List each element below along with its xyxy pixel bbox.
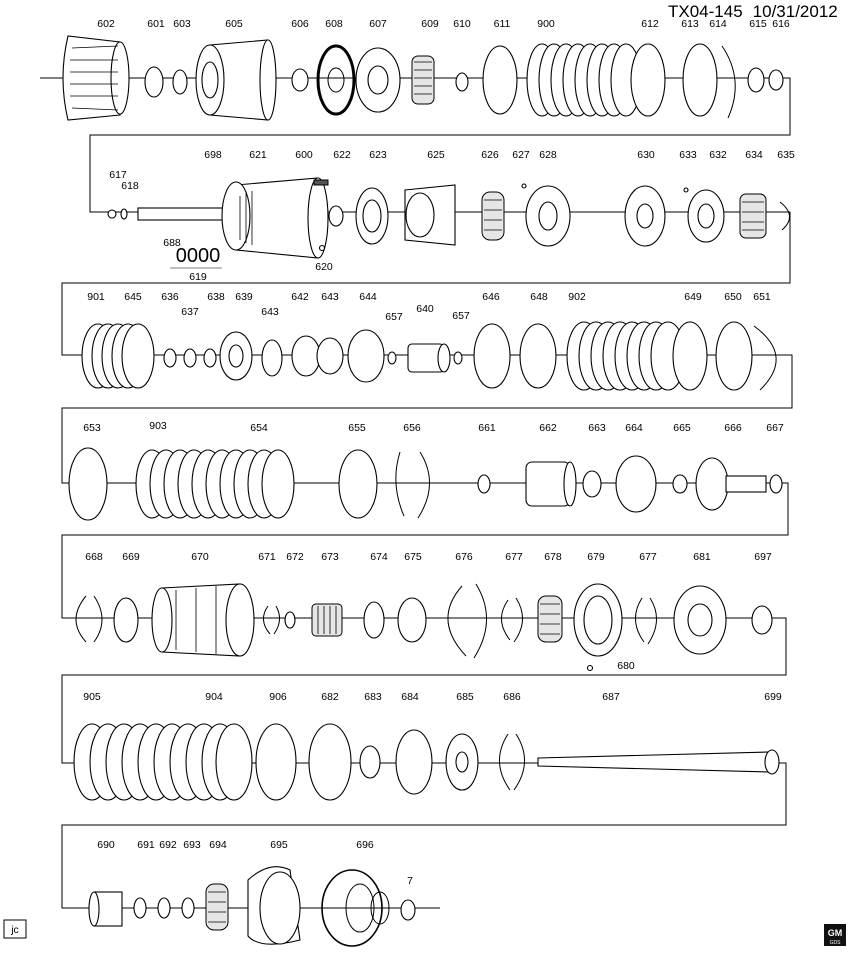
part-901-clutch-pack xyxy=(82,324,154,388)
part-680-clip xyxy=(588,666,593,671)
callout-681: 681 xyxy=(693,551,711,563)
part-602-drum xyxy=(63,36,129,120)
callout-650: 650 xyxy=(724,291,742,303)
part-634-bearing xyxy=(740,194,766,238)
callout-677: 677 xyxy=(639,551,657,563)
callout-900: 900 xyxy=(537,18,555,30)
part-620-plug xyxy=(320,246,325,251)
gm-logo-subtext: GDS xyxy=(829,940,841,946)
callout-657: 657 xyxy=(385,311,403,323)
part-667-bushing xyxy=(770,475,782,493)
part-7-washer xyxy=(401,900,415,920)
callout-646: 646 xyxy=(482,291,500,303)
callout-609: 609 xyxy=(421,18,439,30)
callout-657: 657 xyxy=(452,310,470,322)
callout-679: 679 xyxy=(587,551,605,563)
part-690-sleeve xyxy=(89,892,122,926)
part-613-plate xyxy=(683,44,717,116)
callout-648: 648 xyxy=(530,291,548,303)
row-5-parts xyxy=(76,584,772,671)
part-685-hub xyxy=(446,734,478,790)
part-679-gear xyxy=(574,584,622,656)
callout-627: 627 xyxy=(512,149,530,161)
callout-606: 606 xyxy=(291,18,309,30)
callout-610: 610 xyxy=(453,18,471,30)
part-636-washer xyxy=(164,349,176,367)
corner-tag: jc xyxy=(11,924,19,936)
callout-672: 672 xyxy=(286,551,304,563)
callout-904: 904 xyxy=(205,691,223,703)
part-643b-ring xyxy=(317,338,343,374)
callout-608: 608 xyxy=(325,18,343,30)
part-682-plate xyxy=(309,724,351,800)
part-601-ring xyxy=(145,67,163,97)
part-628-gear xyxy=(526,186,570,246)
part-614-snap-ring xyxy=(722,46,735,118)
callout-699: 699 xyxy=(764,691,782,703)
callout-630: 630 xyxy=(637,149,655,161)
part-640-sun-gear xyxy=(408,344,450,372)
part-644-gear xyxy=(348,330,384,382)
part-672-washer xyxy=(285,612,295,628)
callout-687: 687 xyxy=(602,691,620,703)
part-610-ring xyxy=(456,73,468,91)
part-691-ring xyxy=(134,898,146,918)
part-661-ring xyxy=(478,475,490,493)
part-612-plate xyxy=(631,44,665,116)
callout-636: 636 xyxy=(161,291,179,303)
callout-601: 601 xyxy=(147,18,165,30)
part-618-ring xyxy=(121,209,127,219)
callout-638: 638 xyxy=(207,291,225,303)
callout-613: 613 xyxy=(681,18,699,30)
part-695-piston xyxy=(248,867,300,945)
part-653-plate xyxy=(69,448,107,520)
part-611-plate xyxy=(483,46,517,114)
part-655-plate xyxy=(339,450,377,518)
callout-645: 645 xyxy=(124,291,142,303)
callout-621: 621 xyxy=(249,149,267,161)
part-637-ring xyxy=(184,349,196,367)
callout-611: 611 xyxy=(493,18,511,30)
part-677-snap-ring xyxy=(501,598,522,642)
part-615-washer xyxy=(748,68,764,92)
part-606-bushing xyxy=(292,69,308,91)
gm-logo-text: GM xyxy=(827,928,843,938)
part-686-snap-ring xyxy=(499,734,524,790)
row-4-parts xyxy=(69,448,782,520)
part-609-bearing xyxy=(412,56,434,104)
header-doc-id: TX04-145 10/31/2012 xyxy=(668,2,838,21)
part-622-ring xyxy=(329,206,343,226)
callout-676: 676 xyxy=(455,551,473,563)
part-662-carrier xyxy=(526,462,576,506)
part-678-bearing xyxy=(538,596,562,642)
callout-640: 640 xyxy=(416,303,434,315)
part-605-housing xyxy=(196,40,276,120)
callout-662: 662 xyxy=(539,422,557,434)
part-684-gear xyxy=(396,730,432,794)
part-657-washer xyxy=(388,352,396,364)
callout-666: 666 xyxy=(724,422,742,434)
callout-617: 617 xyxy=(109,169,127,181)
part-627-pin xyxy=(522,184,526,188)
part-607-piston xyxy=(356,48,400,112)
callout-643: 643 xyxy=(321,291,339,303)
part-600-pin xyxy=(314,180,328,185)
part-646-plate xyxy=(474,324,510,388)
callout-691: 691 xyxy=(137,839,155,851)
part-643-ring xyxy=(262,340,282,376)
part-663-washer xyxy=(583,471,601,497)
callout-642: 642 xyxy=(291,291,309,303)
callout-622: 622 xyxy=(333,149,351,161)
part-632-hub xyxy=(688,190,724,242)
callout-643: 643 xyxy=(261,306,279,318)
part-648-plate xyxy=(520,324,556,388)
callout-669: 669 xyxy=(122,551,140,563)
part-900-clutch-pack xyxy=(527,44,641,116)
callout-633: 633 xyxy=(679,149,697,161)
part-657b-washer xyxy=(454,352,462,364)
part-665-washer xyxy=(673,475,687,493)
callout-612: 612 xyxy=(641,18,659,30)
part-906-plate xyxy=(256,724,296,800)
callout-637: 637 xyxy=(181,306,199,318)
part-673-sprag xyxy=(312,604,342,636)
part-649-plate xyxy=(673,322,707,390)
part-635-snap-ring xyxy=(780,202,790,230)
callout-655: 655 xyxy=(348,422,366,434)
part-623-seal xyxy=(356,188,388,244)
callout-618: 618 xyxy=(121,180,139,192)
callout-686: 686 xyxy=(503,691,521,703)
part-677b-snap-ring xyxy=(635,598,656,644)
callout-906: 906 xyxy=(269,691,287,703)
callout-677: 677 xyxy=(505,551,523,563)
group-label-0000: 0000 xyxy=(175,245,221,267)
callout-697: 697 xyxy=(754,551,772,563)
part-668-snap-ring xyxy=(76,596,102,642)
callout-616: 616 xyxy=(772,18,790,30)
callout-683: 683 xyxy=(364,691,382,703)
callout-671: 671 xyxy=(258,551,276,563)
callout-654: 654 xyxy=(250,422,268,434)
callout-905: 905 xyxy=(83,691,101,703)
part-626-bearing xyxy=(482,192,504,240)
callout-614: 614 xyxy=(709,18,727,30)
callout-665: 665 xyxy=(673,422,691,434)
callout-628: 628 xyxy=(539,149,557,161)
part-616-washer xyxy=(769,70,783,90)
callout-663: 663 xyxy=(588,422,606,434)
part-905-904-clutch-pack xyxy=(74,724,252,800)
callout-690: 690 xyxy=(97,839,115,851)
callout-668: 668 xyxy=(85,551,103,563)
part-692-ring xyxy=(158,898,170,918)
callout-902: 902 xyxy=(568,291,586,303)
part-664-gear xyxy=(616,456,656,512)
part-650-plate xyxy=(716,322,752,390)
part-694-bearing xyxy=(206,884,228,930)
callout-680: 680 xyxy=(617,660,635,672)
part-902-clutch-pack xyxy=(567,322,685,390)
callout-693: 693 xyxy=(183,839,201,851)
part-630-hub xyxy=(625,186,665,246)
part-697-washer xyxy=(752,606,772,634)
part-603-ring xyxy=(173,70,187,94)
part-617-ball xyxy=(108,210,116,218)
callout-674: 674 xyxy=(370,551,388,563)
part-676-snap-ring xyxy=(448,584,487,658)
callout-682: 682 xyxy=(321,691,339,703)
callout-649: 649 xyxy=(684,291,702,303)
part-651-snap-ring xyxy=(754,326,776,390)
part-656-snap-ring xyxy=(396,452,430,518)
gm-brand-logo xyxy=(824,924,846,946)
part-669-ring xyxy=(114,598,138,642)
part-625-hub xyxy=(405,185,455,245)
part-642-bearing xyxy=(292,336,320,376)
callout-635: 635 xyxy=(777,149,795,161)
part-674-ring xyxy=(364,602,384,638)
callout-694: 694 xyxy=(209,839,227,851)
callout-625: 625 xyxy=(427,149,445,161)
callout-623: 623 xyxy=(369,149,387,161)
callout-673: 673 xyxy=(321,551,339,563)
part-671-snap-ring xyxy=(263,606,279,634)
row-3-parts xyxy=(82,322,776,390)
part-681-carrier xyxy=(674,586,726,654)
callout-615: 615 xyxy=(749,18,767,30)
callout-661: 661 xyxy=(478,422,496,434)
callout-667: 667 xyxy=(766,422,784,434)
callout-695: 695 xyxy=(270,839,288,851)
callout-632: 632 xyxy=(709,149,727,161)
callout-685: 685 xyxy=(456,691,474,703)
callout-619: 619 xyxy=(189,271,207,283)
callout-684: 684 xyxy=(401,691,419,703)
part-683-washer xyxy=(360,746,380,778)
part-608-snap-rings xyxy=(318,46,354,114)
callout-600: 600 xyxy=(295,149,313,161)
callout-651: 651 xyxy=(753,291,771,303)
callout-653: 653 xyxy=(83,422,101,434)
callout-692: 692 xyxy=(159,839,177,851)
callout-620: 620 xyxy=(315,261,333,273)
callout-602: 602 xyxy=(97,18,115,30)
callout-634: 634 xyxy=(745,149,763,161)
part-687-shaft xyxy=(538,752,770,772)
part-633-pin xyxy=(684,188,688,192)
callout-696: 696 xyxy=(356,839,374,851)
row-7-parts xyxy=(89,867,415,946)
part-670-drum xyxy=(152,584,254,656)
callout-901: 901 xyxy=(87,291,105,303)
callout-675: 675 xyxy=(404,551,422,563)
row-6-parts xyxy=(74,724,779,800)
callout-607: 607 xyxy=(369,18,387,30)
callout-7: 7 xyxy=(407,875,413,887)
callout-644: 644 xyxy=(359,291,377,303)
part-675-hub xyxy=(398,598,426,642)
callout-639: 639 xyxy=(235,291,253,303)
callout-670: 670 xyxy=(191,551,209,563)
callout-698: 698 xyxy=(204,149,222,161)
callout-626: 626 xyxy=(481,149,499,161)
callout-656: 656 xyxy=(403,422,421,434)
callout-678: 678 xyxy=(544,551,562,563)
part-666-gear-shaft xyxy=(696,458,766,510)
part-639-hub xyxy=(220,332,252,380)
callout-603: 603 xyxy=(173,18,191,30)
part-699-bushing xyxy=(765,750,779,774)
part-693-ring xyxy=(182,898,194,918)
callout-664: 664 xyxy=(625,422,643,434)
callout-688: 688 xyxy=(163,237,181,249)
part-638-ring xyxy=(204,349,216,367)
part-903-654-clutch-pack xyxy=(136,450,294,518)
callout-903: 903 xyxy=(149,420,167,432)
callout-605: 605 xyxy=(225,18,243,30)
